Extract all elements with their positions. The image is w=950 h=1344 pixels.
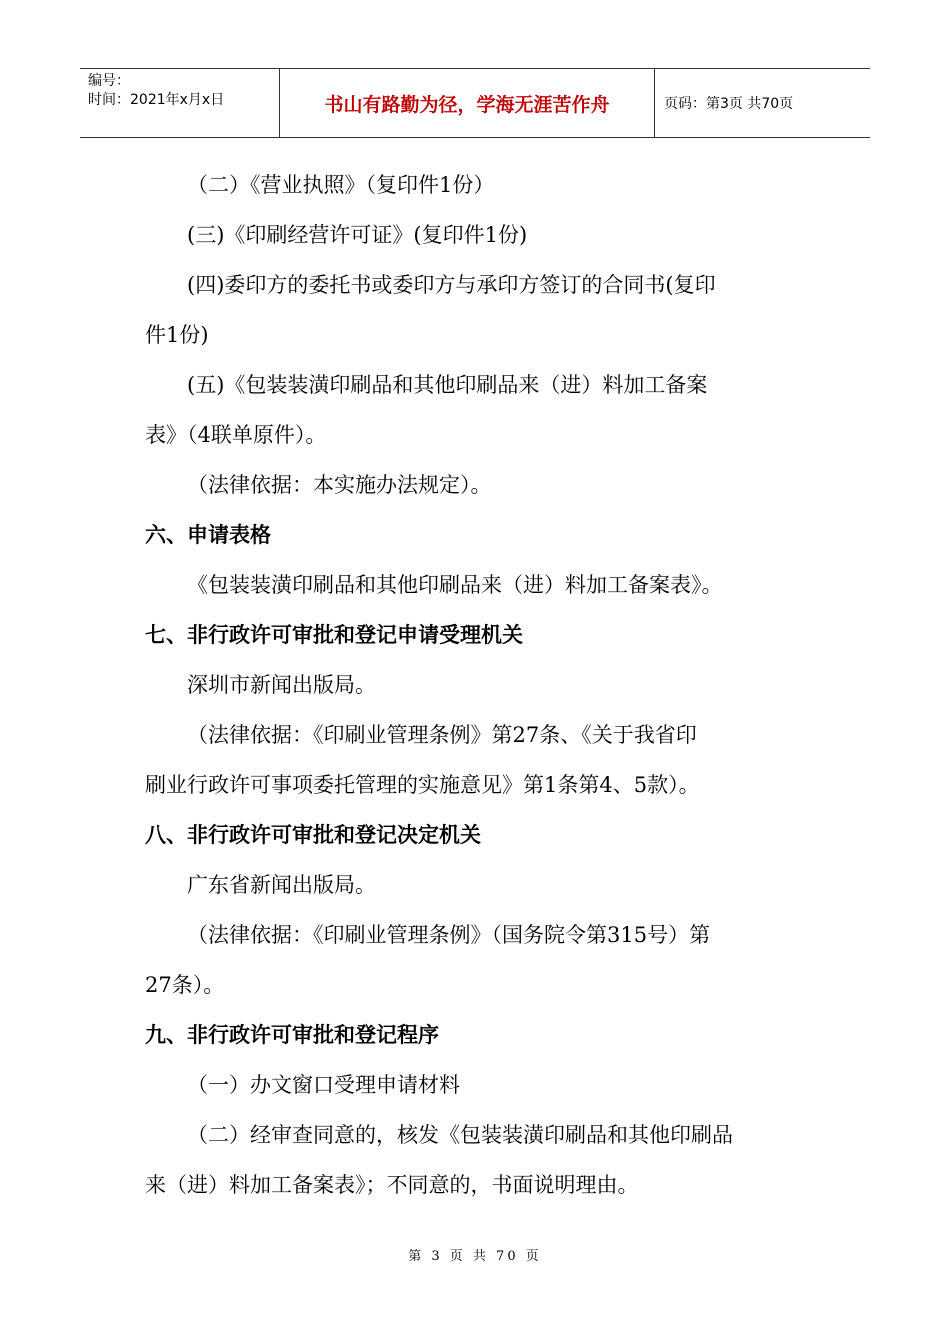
paragraph-line: 广东省新闻出版局。 [187, 873, 376, 897]
paragraph-line: （法律依据：《印刷业管理条例》（国务院令第315号）第 [187, 923, 711, 947]
paragraph-line: 刷业行政许可事项委托管理的实施意见》第1条第4、5款）。 [145, 773, 700, 797]
paragraph-line: 深圳市新闻出版局。 [187, 673, 376, 697]
paragraph-line: (五)《包装装潢印刷品和其他印刷品来（进）料加工备案 [187, 373, 708, 397]
page-header [80, 68, 870, 138]
paragraph-line: （二）《营业执照》（复印件1份） [187, 173, 495, 197]
paragraph-line: 来（进）料加工备案表》；不同意的，书面说明理由。 [145, 1173, 639, 1197]
time-label: 时间：2021年x月x日 [88, 92, 225, 108]
section-heading: 八、非行政许可审批和登记决定机关 [145, 823, 481, 847]
paragraph-line: （法律依据：本实施办法规定）。 [187, 473, 492, 497]
section-heading: 六、申请表格 [145, 523, 271, 547]
paragraph-line: （法律依据：《印刷业管理条例》第27条、《关于我省印 [187, 723, 697, 747]
paragraph-line: （二）经审查同意的，核发《包装装潢印刷品和其他印刷品 [187, 1123, 733, 1147]
header-meta [80, 69, 280, 137]
page-footer: 第 3 页 共 70 页 [408, 1249, 542, 1264]
paragraph-line: 表》（4联单原件）。 [145, 423, 327, 447]
paragraph-line: (三)《印刷经营许可证》(复印件1份) [187, 223, 528, 247]
section-heading: 九、非行政许可审批和登记程序 [145, 1023, 439, 1047]
section-heading: 七、非行政许可审批和登记申请受理机关 [145, 623, 523, 647]
paragraph-line: (四)委印方的委托书或委印方与承印方签订的合同书(复印 [187, 273, 716, 297]
paragraph-line: 件1份) [145, 323, 209, 347]
header-motto: 书山有路勤为径，学海无涯苦作舟 [280, 69, 655, 137]
header-page-info: 页码：第3页 共70页 [664, 96, 794, 112]
number-label: 编号： [88, 73, 130, 89]
paragraph-line: （一）办文窗口受理申请材料 [187, 1073, 460, 1097]
paragraph-line: 《包装装潢印刷品和其他印刷品来（进）料加工备案表》。 [187, 573, 723, 597]
document-body [145, 160, 810, 1210]
paragraph-line: 27条）。 [145, 973, 225, 997]
